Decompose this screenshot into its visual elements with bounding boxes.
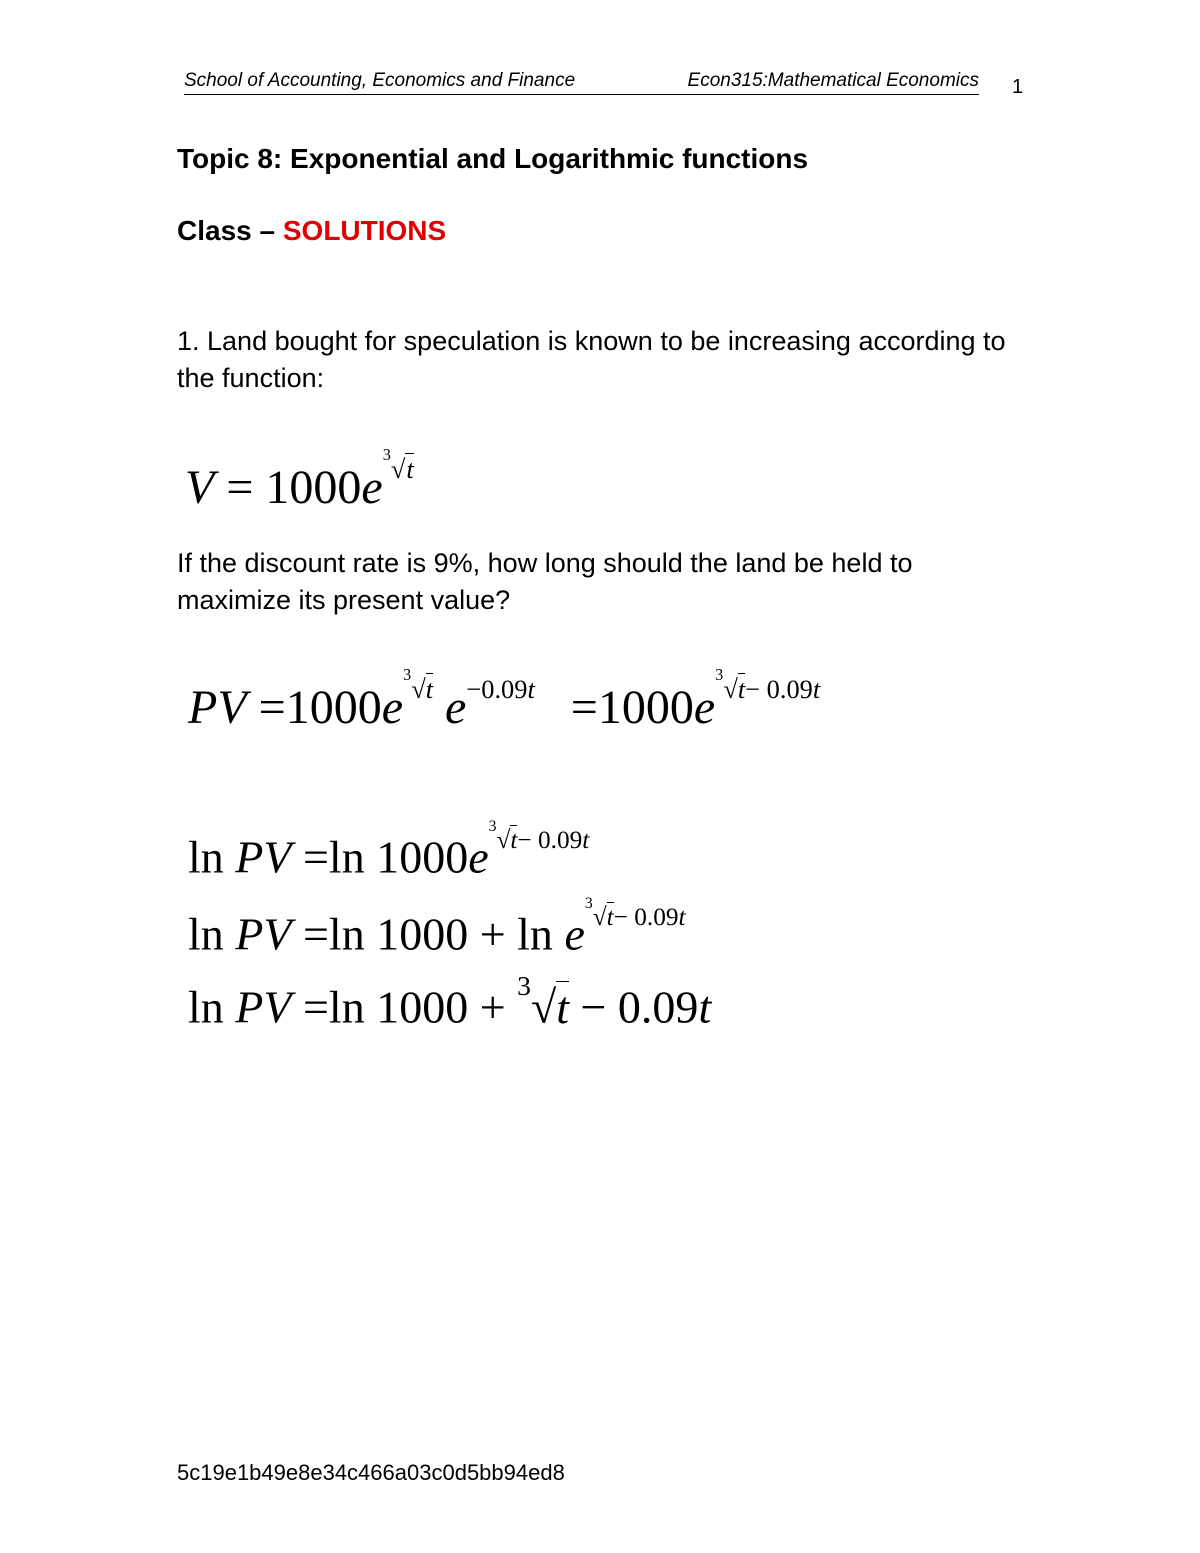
question-text: 1. Land bought for speculation is known to be increasing according to the function: — [177, 326, 1006, 393]
equation-v: $V = 1000e^{^3√t}$ — [185, 445, 414, 515]
equation-ln-2: ln PV =ln $1000 + \ln e^{^3√t- 0.09t}$ — [188, 895, 686, 960]
page-subtitle — [177, 215, 446, 247]
page-header — [184, 70, 979, 95]
subtitle-highlight: SOLUTIONS — [282, 215, 447, 246]
header-course: Econ315:Mathematical Economics — [687, 70, 979, 91]
equation-pv: PV $=1000e^{^3√t}$ $e^{-0.09t} =1000e^{^3√t- 0.09t}$ — [188, 665, 821, 735]
subtitle-prefix: Class – — [177, 215, 283, 246]
document-id: 5c19e1b49e8e34c466a03c0d5bb94ed8 — [177, 1460, 565, 1485]
header-school: School of Accounting, Economics and Finance — [184, 70, 576, 91]
page-number: 1 — [1012, 76, 1024, 98]
question-followup: If the discount rate is 9%, how long should the land be held to maximize its present value? — [177, 548, 913, 615]
equation-ln-3: ln PV =ln 1000 + $^3$√t − 0.09t — [188, 970, 712, 1033]
equation-ln-1: ln PV =ln $1000e^{^3√t- 0.09t}$ — [188, 818, 590, 883]
page-title: Topic 8: Exponential and Logarithmic functions — [177, 143, 809, 174]
